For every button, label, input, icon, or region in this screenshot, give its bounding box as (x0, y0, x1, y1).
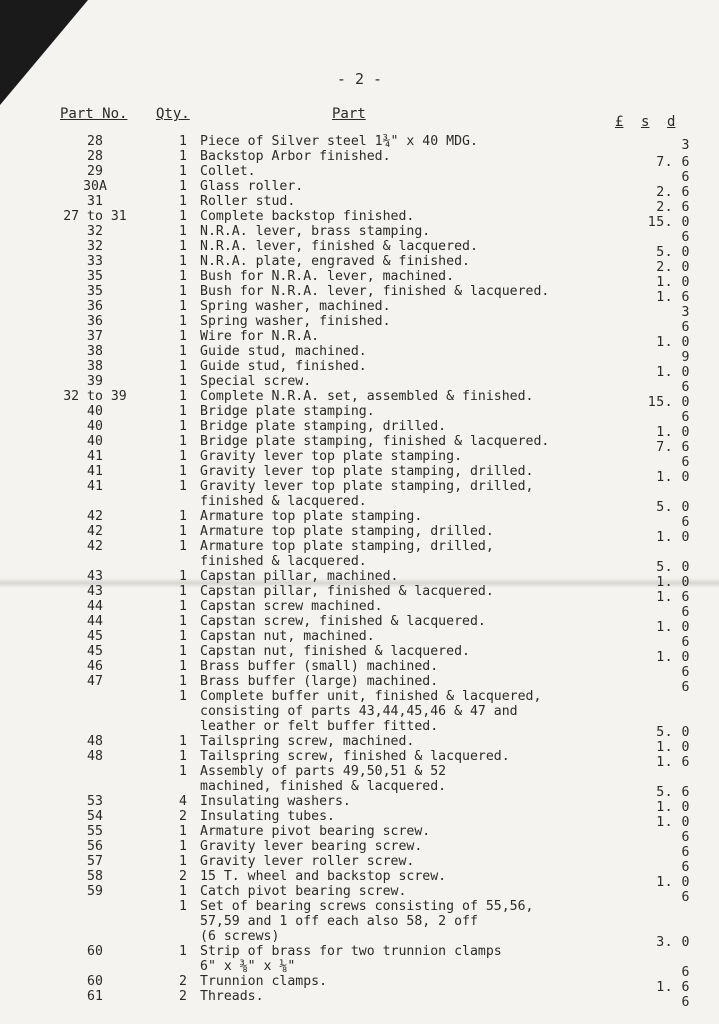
price-cell: 1. 6 (656, 290, 690, 305)
qty-cell: 1 (179, 254, 187, 269)
description-cell: Complete N.R.A. set, assembled & finished. (200, 389, 534, 404)
price-cell: 2. 0 (656, 260, 690, 275)
price-cell: 6 (681, 845, 690, 860)
table-row (0, 734, 719, 755)
price-cell: 1. 0 (656, 365, 690, 380)
part-no-cell: 43 (87, 569, 103, 584)
qty-cell: 1 (179, 389, 187, 404)
description-cell: consisting of parts 43,44,45,46 & 47 and (200, 704, 518, 719)
table-row (0, 764, 719, 779)
table-row (0, 254, 719, 275)
price-cell: 5. 0 (656, 560, 690, 575)
description-cell: finished & lacquered. (200, 494, 367, 509)
description-cell: Trunnion clamps. (200, 974, 328, 989)
price-cell: 6 (681, 605, 690, 620)
qty-cell: 2 (179, 869, 187, 884)
description-cell: Backstop Arbor finished. (200, 149, 391, 164)
table-row (0, 269, 719, 290)
description-cell: Set of bearing screws consisting of 55,56, (200, 899, 534, 914)
price-cell: 15. 0 (647, 395, 690, 410)
part-no-cell: 32 (87, 224, 103, 239)
qty-cell: 1 (179, 479, 187, 494)
description-cell: N.R.A. plate, engraved & finished. (200, 254, 470, 269)
description-cell: Spring washer, finished. (200, 314, 391, 329)
table-row (0, 329, 719, 350)
description-cell: machined, finished & lacquered. (200, 779, 447, 794)
part-no-cell: 48 (87, 749, 103, 764)
table-row (0, 584, 719, 605)
price-cell: 1. 0 (656, 800, 690, 815)
table-row (0, 854, 719, 875)
table-row (0, 884, 719, 905)
qty-cell: 2 (179, 989, 187, 1004)
table-row (0, 644, 719, 665)
price-cell: 5. 0 (656, 725, 690, 740)
table-row (0, 194, 719, 215)
description-cell: Catch pivot bearing screw. (200, 884, 407, 899)
description-cell: Bridge plate stamping. (200, 404, 375, 419)
description-cell: Guide stud, machined. (200, 344, 367, 359)
description-cell: Insulating washers. (200, 794, 351, 809)
part-no-cell: 46 (87, 659, 103, 674)
table-row (0, 404, 719, 425)
first-row-price: 3 (681, 138, 690, 153)
qty-cell: 1 (179, 209, 187, 224)
table-row (0, 944, 719, 959)
description-cell: Special screw. (200, 374, 312, 389)
price-cell: 1. 0 (656, 875, 690, 890)
description-cell: Capstan nut, machined. (200, 629, 375, 644)
header-part-no: Part No. (60, 106, 128, 122)
header-pence: d (667, 114, 676, 130)
part-no-cell: 39 (87, 374, 103, 389)
price-cell: 2. 6 (656, 185, 690, 200)
part-no-cell: 44 (87, 614, 103, 629)
description-cell: (6 screws) (200, 929, 280, 944)
table-row (0, 389, 719, 410)
qty-cell: 1 (179, 239, 187, 254)
scan-corner-shadow (0, 0, 88, 105)
price-cell: 1. 0 (656, 620, 690, 635)
table-row (0, 794, 719, 815)
price-cell: 7. 6 (656, 155, 690, 170)
qty-cell: 1 (179, 884, 187, 899)
part-no-cell: 42 (87, 539, 103, 554)
qty-cell: 1 (179, 419, 187, 434)
qty-cell: 1 (179, 464, 187, 479)
table-row (0, 344, 719, 365)
qty-cell: 1 (179, 824, 187, 839)
qty-cell: 1 (179, 194, 187, 209)
header-pounds: £ (615, 114, 624, 130)
qty-cell: 1 (179, 434, 187, 449)
description-cell: Bush for N.R.A. lever, finished & lacquered. (200, 284, 550, 299)
description-cell: Wire for N.R.A. (200, 329, 320, 344)
table-row (0, 869, 719, 890)
page-number: - 2 - (336, 70, 383, 88)
qty-cell: 1 (179, 764, 187, 779)
price-cell: 6 (681, 860, 690, 875)
table-row (0, 479, 719, 494)
description-cell: N.R.A. lever, brass stamping. (200, 224, 431, 239)
qty-cell: 1 (179, 449, 187, 464)
qty-cell: 1 (179, 359, 187, 374)
table-row (0, 239, 719, 260)
table-row (0, 824, 719, 845)
part-no-cell: 47 (87, 674, 103, 689)
header-shillings: s (641, 114, 650, 130)
part-no-cell: 60 (87, 944, 103, 959)
part-no-cell: 58 (87, 869, 103, 884)
qty-cell: 1 (179, 314, 187, 329)
part-no-cell: 28 (87, 149, 103, 164)
description-cell: Gravity lever roller screw. (200, 854, 415, 869)
table-row (0, 299, 719, 320)
description-cell: Gravity lever bearing screw. (200, 839, 423, 854)
table-row (0, 929, 719, 950)
description-cell: Armature pivot bearing screw. (200, 824, 431, 839)
qty-cell: 1 (179, 749, 187, 764)
part-no-cell: 48 (87, 734, 103, 749)
part-no-cell: 41 (87, 464, 103, 479)
qty-cell: 1 (179, 284, 187, 299)
price-cell: 6 (681, 680, 690, 695)
price-cell: 6 (681, 890, 690, 905)
description-cell: 15 T. wheel and backstop screw. (200, 869, 447, 884)
qty-cell: 1 (179, 734, 187, 749)
price-cell: 3. 0 (656, 935, 690, 950)
price-cell: 5. 0 (656, 500, 690, 515)
price-cell: 6 (681, 170, 690, 185)
table-row (0, 314, 719, 335)
part-no-cell: 54 (87, 809, 103, 824)
table-row (0, 914, 719, 929)
part-no-cell: 38 (87, 359, 103, 374)
part-no-cell: 36 (87, 299, 103, 314)
qty-cell: 1 (179, 584, 187, 599)
table-row (0, 569, 719, 590)
description-cell: Brass buffer (small) machined. (200, 659, 439, 674)
description-cell: Complete backstop finished. (200, 209, 415, 224)
description-cell: Capstan pillar, finished & lacquered. (200, 584, 494, 599)
table-row (0, 509, 719, 530)
price-cell: 15. 0 (647, 215, 690, 230)
table-row (0, 179, 719, 200)
description-cell: Tailspring screw, finished & lacquered. (200, 749, 510, 764)
price-cell: 6 (681, 230, 690, 245)
table-row (0, 749, 719, 770)
description-cell: Guide stud, finished. (200, 359, 367, 374)
description-cell: Collet. (200, 164, 256, 179)
qty-cell: 1 (179, 839, 187, 854)
description-cell: Threads. (200, 989, 264, 1004)
price-cell: 1. 0 (656, 650, 690, 665)
part-no-cell: 53 (87, 794, 103, 809)
part-no-cell: 40 (87, 404, 103, 419)
qty-cell: 1 (179, 224, 187, 239)
price-cell: 1. 0 (656, 815, 690, 830)
table-row (0, 554, 719, 575)
description-cell: Capstan screw, finished & lacquered. (200, 614, 486, 629)
part-no-cell: 45 (87, 629, 103, 644)
part-no-cell: 35 (87, 269, 103, 284)
qty-cell: 1 (179, 149, 187, 164)
table-row (0, 629, 719, 650)
table-row (0, 704, 719, 719)
price-cell: 6 (681, 665, 690, 680)
table-row (0, 449, 719, 470)
table-row (0, 839, 719, 860)
price-cell: 2. 6 (656, 200, 690, 215)
description-cell: 57,59 and 1 off each also 58, 2 off (200, 914, 478, 929)
qty-cell: 1 (179, 539, 187, 554)
table-row (0, 434, 719, 455)
part-no-cell: 42 (87, 509, 103, 524)
qty-cell: 1 (179, 629, 187, 644)
price-cell: 6 (681, 635, 690, 650)
part-no-cell: 28 (87, 134, 103, 149)
part-no-cell: 61 (87, 989, 103, 1004)
description-cell: Bush for N.R.A. lever, machined. (200, 269, 455, 284)
price-cell: 6 (681, 830, 690, 845)
price-cell: 1. 0 (656, 740, 690, 755)
qty-cell: 1 (179, 689, 187, 704)
table-row (0, 464, 719, 485)
description-cell: Armature top plate stamping, drilled, (200, 539, 494, 554)
price-cell: 1. 6 (656, 755, 690, 770)
part-no-cell: 43 (87, 584, 103, 599)
price-cell: 1. 6 (656, 980, 690, 995)
part-no-cell: 35 (87, 284, 103, 299)
description-cell: Gravity lever top plate stamping, drilled. (200, 464, 534, 479)
qty-cell: 1 (179, 569, 187, 584)
part-no-cell: 32 to 39 (63, 389, 127, 404)
table-row (0, 359, 719, 380)
table-row (0, 809, 719, 830)
description-cell: Spring washer, machined. (200, 299, 391, 314)
qty-cell: 1 (179, 944, 187, 959)
part-no-cell: 57 (87, 854, 103, 869)
price-cell: 5. 0 (656, 245, 690, 260)
description-cell: leather or felt buffer fitted. (200, 719, 439, 734)
description-cell: 6" x ⅜" x ⅛" (200, 959, 296, 974)
price-cell: 1. 6 (656, 590, 690, 605)
price-cell: 9 (681, 350, 690, 365)
table-row (0, 989, 719, 1010)
price-cell: 1. 0 (656, 425, 690, 440)
part-no-cell: 36 (87, 314, 103, 329)
qty-cell: 1 (179, 509, 187, 524)
table-row (0, 899, 719, 914)
qty-cell: 1 (179, 269, 187, 284)
part-no-cell: 60 (87, 974, 103, 989)
table-row (0, 524, 719, 545)
price-cell: 5. 6 (656, 785, 690, 800)
qty-cell: 4 (179, 794, 187, 809)
description-cell: Capstan pillar, machined. (200, 569, 399, 584)
description-cell: Assembly of parts 49,50,51 & 52 (200, 764, 447, 779)
table-row (0, 974, 719, 995)
qty-cell: 1 (179, 134, 187, 149)
table-row (0, 674, 719, 695)
description-cell: finished & lacquered. (200, 554, 367, 569)
part-no-cell: 42 (87, 524, 103, 539)
table-row (0, 419, 719, 440)
price-cell: 1. 0 (656, 275, 690, 290)
qty-cell: 1 (179, 164, 187, 179)
part-no-cell: 45 (87, 644, 103, 659)
table-row (0, 209, 719, 230)
part-no-cell: 29 (87, 164, 103, 179)
qty-cell: 1 (179, 344, 187, 359)
table-row (0, 374, 719, 395)
price-cell: 1. 0 (656, 530, 690, 545)
qty-cell: 2 (179, 809, 187, 824)
part-no-cell: 56 (87, 839, 103, 854)
price-cell: 6 (681, 515, 690, 530)
description-cell: Strip of brass for two trunnion clamps (200, 944, 502, 959)
table-row (0, 659, 719, 680)
price-cell: 6 (681, 410, 690, 425)
qty-cell: 1 (179, 404, 187, 419)
price-cell: 6 (681, 380, 690, 395)
part-no-cell: 38 (87, 344, 103, 359)
qty-cell: 1 (179, 179, 187, 194)
part-no-cell: 27 to 31 (63, 209, 127, 224)
description-cell: Insulating tubes. (200, 809, 335, 824)
price-cell: 1. 0 (656, 575, 690, 590)
description-cell: Roller stud. (200, 194, 296, 209)
part-no-cell: 41 (87, 449, 103, 464)
part-no-cell: 30A (83, 179, 107, 194)
part-no-cell: 41 (87, 479, 103, 494)
description-cell: Bridge plate stamping, drilled. (200, 419, 447, 434)
price-cell: 6 (681, 995, 690, 1010)
table-row (0, 689, 719, 704)
price-cell: 6 (681, 965, 690, 980)
description-cell: Capstan screw machined. (200, 599, 383, 614)
qty-cell: 1 (179, 644, 187, 659)
description-cell: Brass buffer (large) machined. (200, 674, 439, 689)
part-no-cell: 59 (87, 884, 103, 899)
description-cell: Complete buffer unit, finished & lacquered, (200, 689, 542, 704)
part-no-cell: 31 (87, 194, 103, 209)
part-no-cell: 40 (87, 434, 103, 449)
description-cell: Armature top plate stamping. (200, 509, 423, 524)
table-row (0, 164, 719, 185)
part-no-cell: 33 (87, 254, 103, 269)
price-cell: 3 (681, 305, 690, 320)
qty-cell: 1 (179, 659, 187, 674)
qty-cell: 1 (179, 524, 187, 539)
description-cell: Tailspring screw, machined. (200, 734, 415, 749)
qty-cell: 1 (179, 674, 187, 689)
table-row (0, 779, 719, 800)
table-row (0, 284, 719, 305)
table-row (0, 494, 719, 515)
qty-cell: 2 (179, 974, 187, 989)
header-qty: Qty. (156, 106, 190, 122)
part-no-cell: 40 (87, 419, 103, 434)
description-cell: Gravity lever top plate stamping. (200, 449, 463, 464)
description-cell: Bridge plate stamping, finished & lacquered. (200, 434, 550, 449)
price-cell: 6 (681, 320, 690, 335)
table-row (0, 224, 719, 245)
price-cell: 1. 0 (656, 335, 690, 350)
description-cell: Armature top plate stamping, drilled. (200, 524, 494, 539)
description-cell: Gravity lever top plate stamping, drilled, (200, 479, 534, 494)
description-cell: Glass roller. (200, 179, 304, 194)
table-row (0, 134, 719, 149)
qty-cell: 1 (179, 299, 187, 314)
part-no-cell: 32 (87, 239, 103, 254)
header-part: Part (332, 106, 366, 122)
description-cell: Capstan nut, finished & lacquered. (200, 644, 470, 659)
qty-cell: 1 (179, 899, 187, 914)
table-row (0, 719, 719, 740)
table-row (0, 149, 719, 170)
description-cell: N.R.A. lever, finished & lacquered. (200, 239, 478, 254)
qty-cell: 1 (179, 599, 187, 614)
price-cell: 1. 0 (656, 470, 690, 485)
table-row (0, 959, 719, 980)
qty-cell: 1 (179, 329, 187, 344)
table-row (0, 614, 719, 635)
part-no-cell: 37 (87, 329, 103, 344)
qty-cell: 1 (179, 374, 187, 389)
table-row (0, 599, 719, 620)
qty-cell: 1 (179, 614, 187, 629)
price-cell: 6 (681, 455, 690, 470)
part-no-cell: 55 (87, 824, 103, 839)
qty-cell: 1 (179, 854, 187, 869)
table-row (0, 539, 719, 554)
part-no-cell: 44 (87, 599, 103, 614)
description-cell: Piece of Silver steel 1¾" x 40 MDG. (200, 134, 478, 149)
price-cell: 7. 6 (656, 440, 690, 455)
